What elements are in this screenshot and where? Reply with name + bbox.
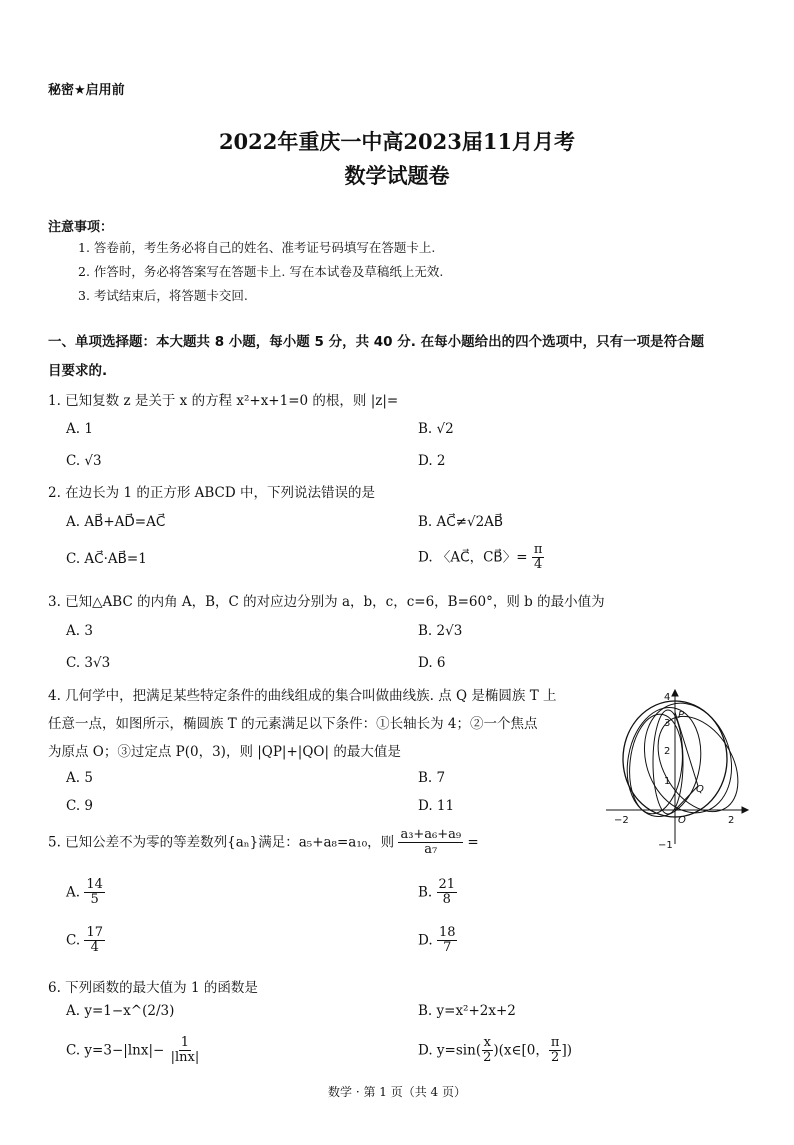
question-4-option-a: A. 5 <box>66 770 93 786</box>
segment-pq <box>675 712 698 786</box>
notice-item: 3. 考试结束后，将答题卡交回. <box>78 288 248 303</box>
point-p-label: P <box>678 710 685 721</box>
question-2-option-a: A. AB⃗+AD⃗=AC⃗ <box>66 514 166 530</box>
fraction-denominator: 7 <box>443 940 452 956</box>
question-6-option-d: D. y=sin( $\frac{x}{2}$ )(x∈[0， $\frac{\pi}{2}$ ]) <box>418 1035 572 1066</box>
fraction-numerator: a₃+a₆+a₉ <box>400 827 462 842</box>
option-label: A. <box>66 884 81 901</box>
question-3-option-b: B. 2√3 <box>418 623 463 639</box>
question-3-option-d: D. 6 <box>418 655 446 671</box>
question-5-equals: = <box>467 834 479 851</box>
question-4-option-d: D. 11 <box>418 798 455 814</box>
question-2-option-d-text: D. 〈AC⃗，CB⃗〉= <box>418 549 528 566</box>
x-axis-arrow <box>742 807 748 813</box>
origin-label: O <box>678 815 686 826</box>
question-4-stem-line3: 为原点 O；③过定点 P(0，3)，则 |QP|+|QO| 的最大值是 <box>48 744 401 760</box>
question-6-option-a: A. y=1−x^(2/3) <box>66 1003 175 1019</box>
option-label: B. <box>418 884 433 901</box>
tick-label: −1 <box>658 840 673 851</box>
fraction-denominator: 8 <box>442 892 451 908</box>
section-heading-cont: 目要求的. <box>48 363 108 379</box>
question-4-stem-line1: 4. 几何学中，把满足某些特定条件的曲线组成的集合叫做曲线族. 点 Q 是椭圆族 T 上 <box>48 688 557 704</box>
fraction-numerator: π <box>533 542 543 557</box>
fraction-denominator: 5 <box>90 892 99 908</box>
confidential-label: 秘密★启用前 <box>48 83 125 98</box>
question-5-fraction <box>398 828 463 858</box>
fraction-denominator: 2 <box>551 1050 560 1066</box>
fraction-numerator: 17 <box>86 925 103 940</box>
page-footer: 数学 · 第 1 页（共 4 页） <box>328 1085 466 1099</box>
tick-label: 2 <box>728 815 735 826</box>
option-fraction <box>437 878 458 908</box>
question-1-option-c: C. √3 <box>66 453 102 469</box>
question-4-option-b: B. 7 <box>418 770 446 786</box>
question-2-option-d <box>418 543 544 573</box>
question-5-option-d <box>418 926 457 956</box>
notice-item: 2. 作答时，务必将答案写在答题卡上. 写在本试卷及草稿纸上无效. <box>78 264 444 279</box>
fraction-numerator: 14 <box>86 877 103 892</box>
option-label: C. <box>66 932 81 949</box>
tick-label: 4 <box>664 692 671 703</box>
tick-label: 3 <box>664 718 671 729</box>
tick-label: −2 <box>614 815 629 826</box>
question-6-option-d-text: D. y=sin <box>418 1042 476 1059</box>
exam-title: 2022年重庆一中高2023届11月月考 <box>218 129 576 154</box>
question-5-stem <box>48 828 479 858</box>
question-3-option-a: A. 3 <box>66 623 93 639</box>
fraction-denominator: 4 <box>533 557 543 573</box>
question-3-stem: 3. 已知△ABC 的内角 A，B，C 的对应边分别为 a，b，c，c=6，B=60°，则 b 的最小值为 <box>48 594 605 610</box>
question-3-option-c: C. 3√3 <box>66 655 111 671</box>
fraction-denominator: a₇ <box>424 842 438 858</box>
fraction-numerator: x <box>483 1035 491 1050</box>
ellipse-curve <box>631 692 745 824</box>
question-5-option-b <box>418 878 457 908</box>
ellipse-family-figure <box>602 686 752 852</box>
question-5-stem-text: 5. 已知公差不为零的等差数列{aₙ}满足：a₅+a₈=a₁₀，则 <box>48 834 395 851</box>
point-q-label: Q <box>696 784 704 795</box>
section-heading: 一、单项选择题：本大题共 8 小题，每小题 5 分，共 40 分. 在每小题给出的四个选项中，只有一项是符合题 <box>48 334 705 350</box>
fraction-denominator: |lnx| <box>170 1050 200 1066</box>
question-2-stem: 2. 在边长为 1 的正方形 ABCD 中，下列说法错误的是 <box>48 485 375 501</box>
question-6-option-c-text: C. y=3−|lnx|− <box>66 1042 165 1059</box>
notice-heading: 注意事项： <box>48 220 114 235</box>
question-2-option-c: C. AC⃗·AB⃗=1 <box>66 551 147 567</box>
option-fraction <box>549 1036 562 1066</box>
option-fraction <box>84 878 105 908</box>
question-5-option-a <box>66 878 105 908</box>
question-2-option-b: B. AC⃗≠√2AB⃗ <box>418 514 504 530</box>
domain-text: x∈[0， <box>503 1042 549 1059</box>
option-fraction <box>169 1036 202 1066</box>
fraction-numerator: π <box>550 1035 560 1050</box>
option-label: D. <box>418 932 433 949</box>
question-5-option-c <box>66 926 105 956</box>
fraction-numerator: 21 <box>438 877 456 892</box>
tick-label: 1 <box>664 776 671 787</box>
tick-label: 2 <box>664 746 671 757</box>
question-1-stem: 1. 已知复数 z 是关于 x 的方程 x²+x+1=0 的根，则 |z|= <box>48 393 399 409</box>
question-1-option-d: D. 2 <box>418 453 446 469</box>
question-4-option-c: C. 9 <box>66 798 94 814</box>
option-fraction <box>84 926 105 956</box>
question-6-stem: 6. 下列函数的最大值为 1 的函数是 <box>48 980 258 996</box>
y-axis-arrow <box>672 690 678 696</box>
option-fraction <box>437 926 458 956</box>
question-1-option-a: A. 1 <box>66 421 93 437</box>
question-6-option-c <box>66 1036 201 1066</box>
fraction-denominator: 2 <box>483 1050 492 1066</box>
fraction-denominator: 4 <box>90 940 99 956</box>
fraction-numerator: 1 <box>180 1035 190 1050</box>
option-fraction <box>481 1036 493 1066</box>
question-1-option-b: B. √2 <box>418 421 454 437</box>
fraction-pi-over-4 <box>532 543 545 573</box>
fraction-numerator: 18 <box>438 925 456 940</box>
ellipse-curve <box>642 702 752 826</box>
question-4-stem-line2: 任意一点，如图所示，椭圆族 T 的元素满足以下条件：①长轴长为 4；②一个焦点 <box>48 716 538 732</box>
exam-subtitle: 数学试题卷 <box>344 163 450 188</box>
question-6-option-b: B. y=x²+2x+2 <box>418 1003 516 1019</box>
notice-item: 1. 答卷前，考生务必将自己的姓名、准考证号码填写在答题卡上. <box>78 240 436 255</box>
